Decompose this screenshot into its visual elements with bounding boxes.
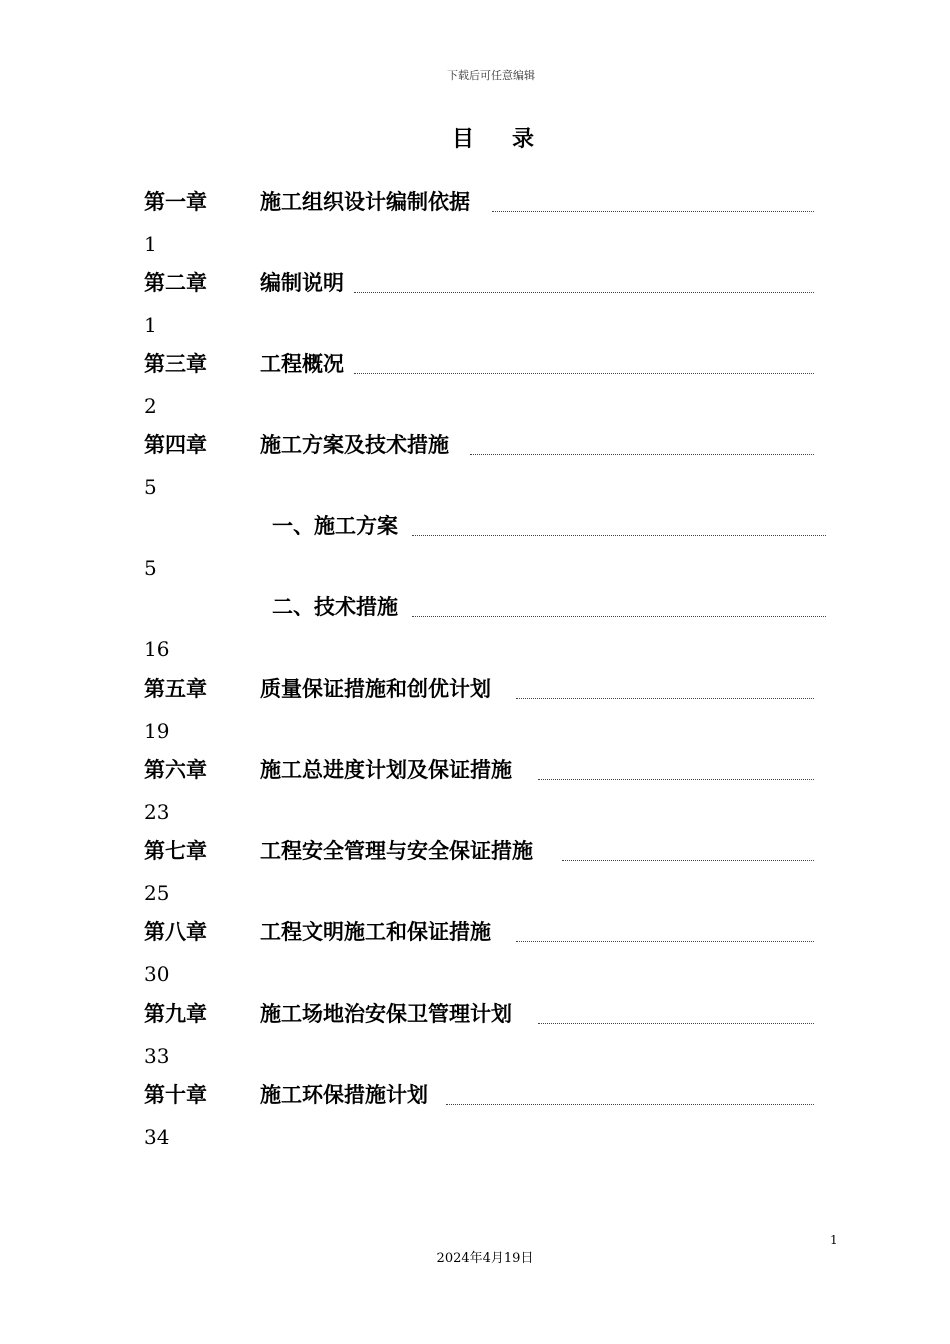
toc-entry-title: 工程安全管理与安全保证措施 xyxy=(260,838,533,863)
toc-entry-title: 编制说明 xyxy=(260,270,344,295)
footer-date: 2024年4月19日 xyxy=(436,1251,534,1266)
toc-entry-title: 质量保证措施和创优计划 xyxy=(260,676,491,701)
toc-leader-dots xyxy=(412,535,826,536)
toc-entry xyxy=(144,674,828,704)
toc-page-number: 16 xyxy=(144,637,170,661)
toc-chapter-label: 第三章 xyxy=(144,351,207,376)
toc-entry-title: 施工方案及技术措施 xyxy=(260,432,449,457)
toc-entry-title: 二、技术措施 xyxy=(272,594,398,619)
toc-entry-title: 一、施工方案 xyxy=(272,513,398,538)
toc-page-number: 1 xyxy=(144,232,157,256)
page-title: 目录 xyxy=(452,126,573,152)
toc-entry xyxy=(144,917,828,947)
toc-chapter-label: 第七章 xyxy=(144,838,207,863)
toc-leader-dots xyxy=(354,292,814,293)
toc-chapter-label: 第五章 xyxy=(144,676,207,701)
toc-entry xyxy=(144,836,828,866)
toc-leader-dots xyxy=(470,454,814,455)
toc-leader-dots xyxy=(446,1104,814,1105)
toc-leader-dots xyxy=(492,211,814,212)
toc-page-number: 2 xyxy=(144,394,157,418)
toc-entry xyxy=(144,592,828,622)
toc-leader-dots xyxy=(516,941,814,942)
toc-entry xyxy=(144,187,828,217)
toc-chapter-label: 第一章 xyxy=(144,189,207,214)
toc-entry-title: 施工环保措施计划 xyxy=(260,1082,428,1107)
toc-chapter-label: 第四章 xyxy=(144,432,207,457)
toc-page-number: 33 xyxy=(144,1044,170,1068)
toc-entry-title: 工程概况 xyxy=(260,351,344,376)
toc-leader-dots xyxy=(412,616,826,617)
toc-page-number: 1 xyxy=(144,313,157,337)
toc-entry xyxy=(144,1080,828,1110)
page-number: 1 xyxy=(830,1233,838,1247)
toc-entry-title: 施工场地治安保卫管理计划 xyxy=(260,1001,512,1026)
toc-page-number: 25 xyxy=(144,881,170,905)
toc-leader-dots xyxy=(538,1023,814,1024)
toc-chapter-label: 第六章 xyxy=(144,757,207,782)
toc-chapter-label: 第九章 xyxy=(144,1001,207,1026)
toc-entry xyxy=(144,511,828,541)
toc-entry-title: 施工总进度计划及保证措施 xyxy=(260,757,512,782)
toc-entry xyxy=(144,349,828,379)
toc-page-number: 23 xyxy=(144,800,170,824)
toc-chapter-label: 第二章 xyxy=(144,270,207,295)
toc-chapter-label: 第十章 xyxy=(144,1082,207,1107)
toc-entry-title: 施工组织设计编制依据 xyxy=(260,189,470,214)
header-note: 下载后可任意编辑 xyxy=(447,69,535,82)
toc-page-number: 19 xyxy=(144,719,170,743)
toc-entry xyxy=(144,430,828,460)
toc-entry xyxy=(144,755,828,785)
toc-leader-dots xyxy=(354,373,814,374)
toc-entry xyxy=(144,268,828,298)
toc-entry-title: 工程文明施工和保证措施 xyxy=(260,919,491,944)
toc-leader-dots xyxy=(516,698,814,699)
toc-page-number: 5 xyxy=(144,556,157,580)
toc-leader-dots xyxy=(562,860,814,861)
toc-page-number: 34 xyxy=(144,1125,170,1149)
toc-chapter-label: 第八章 xyxy=(144,919,207,944)
toc-page-number: 5 xyxy=(144,475,157,499)
toc-leader-dots xyxy=(538,779,814,780)
toc-page-number: 30 xyxy=(144,962,170,986)
toc-entry xyxy=(144,999,828,1029)
